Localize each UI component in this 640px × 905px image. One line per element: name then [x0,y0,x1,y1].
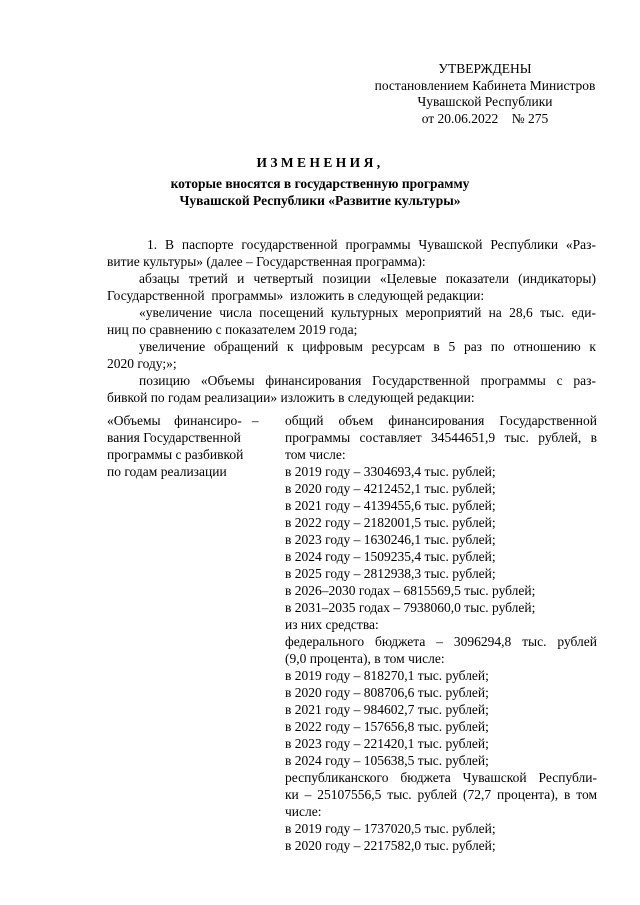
table-cell-line: в 2021 году – 4139455,6 тыс. рублей; [285,498,496,513]
document-subtitle: которые вносятся в государственную программу [170,176,470,191]
table-cell-line: в 2023 году – 221420,1 тыс. рублей; [285,736,489,751]
paragraph-line: ниц по сравнению с показателем 2019 года; [107,322,358,337]
approval-date-number: от 20.06.2022 № 275 [421,110,549,126]
table-cell-line: том числе: [285,447,346,462]
table-cell-line: вания Государственной [107,430,241,445]
paragraph-line: Государственной программы» изложить в следующей редакции: [107,288,485,303]
table-cell-line: в 2019 году – 3304693,4 тыс. рублей; [285,464,496,479]
paragraph-line: 2020 году;»; [107,356,177,371]
approval-line: УТВЕРЖДЕНЫ [438,61,532,76]
table-cell-line: программы с разбивкой [107,447,244,462]
table-cell-line: республиканского бюджета Чувашской Республи- [285,770,597,785]
table-cell-line: по годам реализации [107,464,227,479]
table-cell-line: ки – 25107556,5 тыс. рублей (72,7 процента), в том [285,787,597,802]
paragraph-line: бивкой по годам реализации» изложить в следующей редакции: [107,390,475,405]
document-title: ИЗМЕНЕНИЯ, [256,155,384,170]
table-cell-line: из них средства: [285,617,379,632]
approval-line: постановлением Кабинета Министров [374,77,596,93]
table-cell-line: в 2026–2030 годах – 6815569,5 тыс. рублей; [285,583,536,598]
table-cell-line: федерального бюджета – 3096294,8 тыс. рублей [285,634,597,649]
table-cell-line: в 2023 году – 1630246,1 тыс. рублей; [285,532,496,547]
table-cell-line: в 2020 году – 808706,6 тыс. рублей; [285,685,489,700]
table-cell-line: в 2020 году – 4212452,1 тыс. рублей; [285,481,496,496]
paragraph-line: «увеличение числа посещений культурных мероприятий на 28,6 тыс. еди- [139,305,596,320]
document-body [107,236,596,406]
table-cell-line: в 2022 году – 157656,8 тыс. рублей; [285,719,489,734]
approval-stamp [360,61,610,127]
paragraph-line: витие культуры» (далее – Государственная программа): [107,254,426,269]
table-right-column [285,412,597,854]
table-cell-line: в 2031–2035 годах – 7938060,0 тыс. рублей; [285,600,536,615]
table-cell-line: общий объем финансирования Государственной [285,413,597,428]
table-cell-line: (9,0 процента), в том числе: [285,651,445,666]
table-left-column [107,412,275,480]
table-cell-line: в 2020 году – 2217582,0 тыс. рублей; [285,838,496,853]
table-cell-line: программы составляет 34544651,9 тыс. рублей, в [285,430,597,445]
table-cell-line: в 2024 году – 105638,5 тыс. рублей; [285,753,489,768]
table-cell-line: в 2022 году – 2182001,5 тыс. рублей; [285,515,496,530]
approval-line: Чувашской Республики [417,94,553,109]
table-cell-line: в 2019 году – 1737020,5 тыс. рублей; [285,821,496,836]
table-cell-line: числе: [285,804,322,819]
paragraph-line: абзацы третий и четвертый позиции «Целевые показатели (индикаторы) [139,271,596,286]
paragraph-line: увеличение обращений к цифровым ресурсам в 5 раз по отношению к [139,339,596,354]
document-subtitle: Чувашской Республики «Развитие культуры» [179,193,461,208]
table-cell-line: «Объемы финансиро- – [107,413,259,428]
paragraph-line: позицию «Объемы финансирования Государственной программы с раз- [139,373,596,388]
table-cell-line: в 2019 году – 818270,1 тыс. рублей; [285,668,489,683]
table-cell-line: в 2024 году – 1509235,4 тыс. рублей; [285,549,496,564]
table-cell-line: в 2025 году – 2812938,3 тыс. рублей; [285,566,496,581]
paragraph-line: 1. В паспорте государственной программы Чувашской Республики «Раз- [147,237,596,252]
table-cell-line: в 2021 году – 984602,7 тыс. рублей; [285,702,489,717]
